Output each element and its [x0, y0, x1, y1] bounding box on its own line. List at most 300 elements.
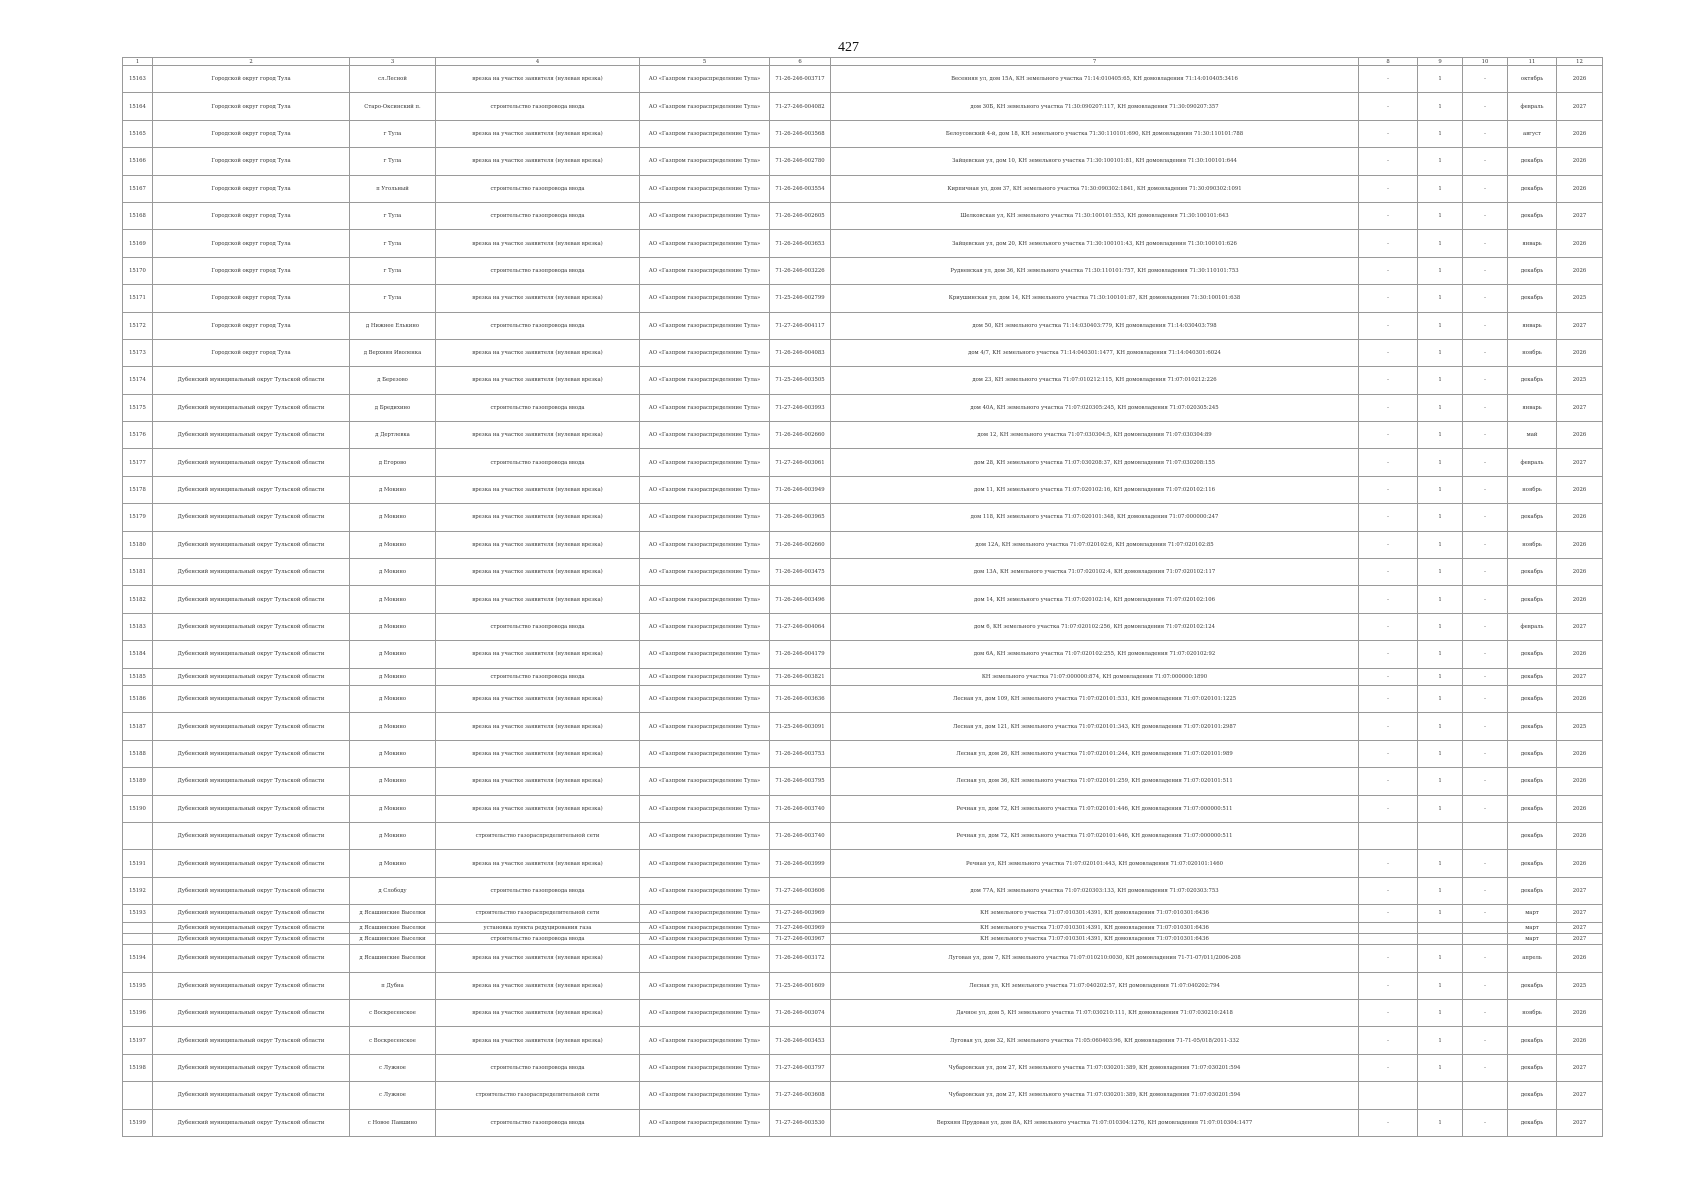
- address-cadastral-cell: дом 77А, КН земельного участка 71:07:020303:133, КН домовладения 71:07:020303:753: [831, 877, 1359, 904]
- month-cell: декабрь: [1508, 713, 1557, 740]
- application-number-cell: 71-27-246-003530: [770, 1109, 831, 1136]
- settlement-cell: д Ясашинские Выселки: [350, 922, 436, 933]
- quantity-cell: 1: [1418, 230, 1463, 257]
- table-row: [123, 668, 1603, 685]
- quantity-cell: 1: [1418, 120, 1463, 147]
- col-8-cell: -: [1359, 312, 1418, 339]
- col-8-cell: -: [1359, 1109, 1418, 1136]
- row-number-cell: 15174: [123, 367, 153, 394]
- operator-cell: АО «Газпром газораспределение Тула»: [640, 850, 770, 877]
- table-row: [123, 367, 1603, 394]
- col-8-cell: -: [1359, 504, 1418, 531]
- col-10-cell: -: [1463, 422, 1508, 449]
- table-row: [123, 1109, 1603, 1136]
- settlement-cell: д Мокино: [350, 586, 436, 613]
- quantity-cell: [1418, 933, 1463, 944]
- operator-cell: АО «Газпром газораспределение Тула»: [640, 120, 770, 147]
- month-cell: декабрь: [1508, 740, 1557, 767]
- quantity-cell: 1: [1418, 339, 1463, 366]
- row-number-cell: 15188: [123, 740, 153, 767]
- application-number-cell: 71-26-246-002660: [770, 531, 831, 558]
- work-type-cell: врезка на участке заявителя (нулевая врезка): [436, 504, 640, 531]
- col-10-cell: -: [1463, 312, 1508, 339]
- quantity-cell: 1: [1418, 668, 1463, 685]
- col-10-cell: -: [1463, 586, 1508, 613]
- column-header: 1: [123, 58, 153, 66]
- col-8-cell: -: [1359, 850, 1418, 877]
- municipality-cell: Дубенский муниципальный округ Тульской области: [153, 586, 350, 613]
- col-10-cell: -: [1463, 93, 1508, 120]
- operator-cell: АО «Газпром газораспределение Тула»: [640, 972, 770, 999]
- work-type-cell: врезка на участке заявителя (нулевая врезка): [436, 148, 640, 175]
- month-cell: январь: [1508, 230, 1557, 257]
- municipality-cell: Городской округ город Тула: [153, 285, 350, 312]
- operator-cell: АО «Газпром газораспределение Тула»: [640, 768, 770, 795]
- row-number-cell: [123, 922, 153, 933]
- column-header: 6: [770, 58, 831, 66]
- address-cadastral-cell: дом 23, КН земельного участка 71:07:010212:115, КН домовладения 71:07:010212:226: [831, 367, 1359, 394]
- year-cell: 2027: [1557, 1109, 1603, 1136]
- year-cell: 2026: [1557, 148, 1603, 175]
- address-cadastral-cell: дом 13А, КН земельного участка 71:07:020102:4, КН домовладения 71:07:020102:117: [831, 559, 1359, 586]
- work-type-cell: строительство газораспределительной сети: [436, 822, 640, 849]
- col-8-cell: -: [1359, 175, 1418, 202]
- table-row: [123, 850, 1603, 877]
- col-8-cell: -: [1359, 559, 1418, 586]
- work-type-cell: строительство газопровода ввода: [436, 1054, 640, 1081]
- col-8-cell: -: [1359, 257, 1418, 284]
- table-row: [123, 713, 1603, 740]
- row-number-cell: 15194: [123, 945, 153, 972]
- address-cadastral-cell: дом 11, КН земельного участка 71:07:020102:16, КН домовладения 71:07:020102:116: [831, 476, 1359, 503]
- month-cell: март: [1508, 905, 1557, 922]
- quantity-cell: 1: [1418, 285, 1463, 312]
- quantity-cell: 1: [1418, 685, 1463, 712]
- col-8-cell: -: [1359, 367, 1418, 394]
- operator-cell: АО «Газпром газораспределение Тула»: [640, 559, 770, 586]
- col-10-cell: -: [1463, 740, 1508, 767]
- row-number-cell: [123, 1082, 153, 1109]
- operator-cell: АО «Газпром газораспределение Тула»: [640, 922, 770, 933]
- year-cell: 2026: [1557, 230, 1603, 257]
- municipality-cell: Городской округ город Тула: [153, 148, 350, 175]
- month-cell: декабрь: [1508, 641, 1557, 668]
- month-cell: апрель: [1508, 945, 1557, 972]
- application-number-cell: 71-26-246-003636: [770, 685, 831, 712]
- work-type-cell: строительство газопровода ввода: [436, 1109, 640, 1136]
- col-10-cell: -: [1463, 1054, 1508, 1081]
- operator-cell: АО «Газпром газораспределение Тула»: [640, 339, 770, 366]
- year-cell: 2026: [1557, 795, 1603, 822]
- year-cell: 2025: [1557, 367, 1603, 394]
- quantity-cell: [1418, 922, 1463, 933]
- quantity-cell: 1: [1418, 1109, 1463, 1136]
- operator-cell: АО «Газпром газораспределение Тула»: [640, 367, 770, 394]
- column-header: 9: [1418, 58, 1463, 66]
- settlement-cell: д Мокино: [350, 559, 436, 586]
- col-8-cell: -: [1359, 972, 1418, 999]
- application-number-cell: 71-26-246-003453: [770, 1027, 831, 1054]
- table-row: [123, 93, 1603, 120]
- year-cell: 2026: [1557, 422, 1603, 449]
- municipality-cell: Дубенский муниципальный округ Тульской области: [153, 945, 350, 972]
- work-type-cell: врезка на участке заявителя (нулевая врезка): [436, 285, 640, 312]
- municipality-cell: Дубенский муниципальный округ Тульской области: [153, 795, 350, 822]
- operator-cell: АО «Газпром газораспределение Тула»: [640, 422, 770, 449]
- municipality-cell: Дубенский муниципальный округ Тульской области: [153, 613, 350, 640]
- col-8-cell: [1359, 822, 1418, 849]
- quantity-cell: 1: [1418, 312, 1463, 339]
- address-cadastral-cell: Рудневская ул, дом 36, КН земельного участка 71:30:110101:757, КН домовладения 71:30:110101:753: [831, 257, 1359, 284]
- address-cadastral-cell: Лесная ул, дом 36, КН земельного участка 71:07:020101:259, КН домовладения 71:07:020101:511: [831, 768, 1359, 795]
- application-number-cell: 71-25-246-003505: [770, 367, 831, 394]
- col-10-cell: -: [1463, 175, 1508, 202]
- row-number-cell: 15173: [123, 339, 153, 366]
- col-10-cell: -: [1463, 202, 1508, 229]
- month-cell: декабрь: [1508, 1109, 1557, 1136]
- row-number-cell: 15191: [123, 850, 153, 877]
- col-10-cell: -: [1463, 394, 1508, 421]
- application-number-cell: 71-27-246-003967: [770, 933, 831, 944]
- table-row: [123, 1082, 1603, 1109]
- row-number-cell: 15199: [123, 1109, 153, 1136]
- work-type-cell: строительство газопровода ввода: [436, 668, 640, 685]
- municipality-cell: Дубенский муниципальный округ Тульской области: [153, 504, 350, 531]
- work-type-cell: врезка на участке заявителя (нулевая врезка): [436, 422, 640, 449]
- quantity-cell: 1: [1418, 1027, 1463, 1054]
- col-10-cell: -: [1463, 230, 1508, 257]
- col-8-cell: -: [1359, 394, 1418, 421]
- col-10-cell: -: [1463, 257, 1508, 284]
- settlement-cell: д Мокино: [350, 850, 436, 877]
- year-cell: 2026: [1557, 685, 1603, 712]
- col-8-cell: -: [1359, 945, 1418, 972]
- col-10-cell: [1463, 922, 1508, 933]
- operator-cell: АО «Газпром газораспределение Тула»: [640, 285, 770, 312]
- col-8-cell: [1359, 933, 1418, 944]
- col-8-cell: -: [1359, 795, 1418, 822]
- settlement-cell: Старо-Оксинский п.: [350, 93, 436, 120]
- municipality-cell: Дубенский муниципальный округ Тульской области: [153, 668, 350, 685]
- year-cell: 2025: [1557, 285, 1603, 312]
- year-cell: 2026: [1557, 740, 1603, 767]
- quantity-cell: 1: [1418, 768, 1463, 795]
- quantity-cell: 1: [1418, 504, 1463, 531]
- settlement-cell: п Угольный: [350, 175, 436, 202]
- col-8-cell: -: [1359, 148, 1418, 175]
- year-cell: 2026: [1557, 175, 1603, 202]
- year-cell: 2026: [1557, 476, 1603, 503]
- row-number-cell: 15171: [123, 285, 153, 312]
- col-8-cell: -: [1359, 339, 1418, 366]
- col-8-cell: -: [1359, 641, 1418, 668]
- table-row: [123, 1000, 1603, 1027]
- address-cadastral-cell: Кирпичная ул, дом 37, КН земельного участка 71:30:090302:1841, КН домовладения 71:30:090302:1091: [831, 175, 1359, 202]
- settlement-cell: сл.Лесной: [350, 66, 436, 93]
- col-8-cell: -: [1359, 713, 1418, 740]
- municipality-cell: Дубенский муниципальный округ Тульской области: [153, 1054, 350, 1081]
- col-10-cell: -: [1463, 850, 1508, 877]
- year-cell: 2027: [1557, 93, 1603, 120]
- application-number-cell: 71-25-246-002799: [770, 285, 831, 312]
- operator-cell: АО «Газпром газораспределение Тула»: [640, 685, 770, 712]
- address-cadastral-cell: Дачное ул, дом 5, КН земельного участка 71:07:030210:111, КН домовладения 71:07:030210:2418: [831, 1000, 1359, 1027]
- application-number-cell: 71-26-246-003740: [770, 795, 831, 822]
- settlement-cell: г Тула: [350, 285, 436, 312]
- table-row: [123, 905, 1603, 922]
- year-cell: 2025: [1557, 972, 1603, 999]
- settlement-cell: д Мокино: [350, 740, 436, 767]
- operator-cell: АО «Газпром газораспределение Тула»: [640, 312, 770, 339]
- municipality-cell: Дубенский муниципальный округ Тульской области: [153, 685, 350, 712]
- operator-cell: АО «Газпром газораспределение Тула»: [640, 586, 770, 613]
- row-number-cell: 15164: [123, 93, 153, 120]
- row-number-cell: 15193: [123, 905, 153, 922]
- table-row: [123, 922, 1603, 933]
- table-row: [123, 148, 1603, 175]
- year-cell: 2027: [1557, 1082, 1603, 1109]
- work-type-cell: врезка на участке заявителя (нулевая врезка): [436, 66, 640, 93]
- address-cadastral-cell: дом 12А, КН земельного участка 71:07:020102:6, КН домовладения 71:07:020102:85: [831, 531, 1359, 558]
- col-10-cell: -: [1463, 285, 1508, 312]
- year-cell: 2027: [1557, 877, 1603, 904]
- row-number-cell: 15198: [123, 1054, 153, 1081]
- month-cell: декабрь: [1508, 877, 1557, 904]
- col-10-cell: -: [1463, 945, 1508, 972]
- col-10-cell: -: [1463, 641, 1508, 668]
- quantity-cell: 1: [1418, 586, 1463, 613]
- operator-cell: АО «Газпром газораспределение Тула»: [640, 66, 770, 93]
- quantity-cell: 1: [1418, 877, 1463, 904]
- application-number-cell: 71-26-246-003554: [770, 175, 831, 202]
- work-type-cell: врезка на участке заявителя (нулевая врезка): [436, 850, 640, 877]
- column-header: 11: [1508, 58, 1557, 66]
- municipality-cell: Дубенский муниципальный округ Тульской области: [153, 768, 350, 795]
- address-cadastral-cell: дом 6, КН земельного участка 71:07:020102:256, КН домовладения 71:07:020102:124: [831, 613, 1359, 640]
- operator-cell: АО «Газпром газораспределение Тула»: [640, 668, 770, 685]
- year-cell: 2025: [1557, 713, 1603, 740]
- year-cell: 2026: [1557, 1027, 1603, 1054]
- address-cadastral-cell: дом 118, КН земельного участка 71:07:020101:348, КН домовладения 71:07:000000:247: [831, 504, 1359, 531]
- settlement-cell: д Мокино: [350, 476, 436, 503]
- col-10-cell: -: [1463, 668, 1508, 685]
- settlement-cell: д Слободу: [350, 877, 436, 904]
- settlement-cell: д Бредихино: [350, 394, 436, 421]
- municipality-cell: Городской округ город Тула: [153, 339, 350, 366]
- address-cadastral-cell: Речная ул, КН земельного участка 71:07:020101:443, КН домовладения 71:07:020101:1460: [831, 850, 1359, 877]
- month-cell: декабрь: [1508, 768, 1557, 795]
- work-type-cell: врезка на участке заявителя (нулевая врезка): [436, 1000, 640, 1027]
- settlement-cell: д Мокино: [350, 613, 436, 640]
- settlement-cell: д Егорово: [350, 449, 436, 476]
- application-number-cell: 71-25-246-003091: [770, 713, 831, 740]
- col-8-cell: -: [1359, 230, 1418, 257]
- table-row: [123, 312, 1603, 339]
- column-header: 4: [436, 58, 640, 66]
- quantity-cell: 1: [1418, 1054, 1463, 1081]
- table-row: [123, 175, 1603, 202]
- municipality-cell: Городской округ город Тула: [153, 93, 350, 120]
- application-number-cell: 71-26-246-003949: [770, 476, 831, 503]
- month-cell: декабрь: [1508, 367, 1557, 394]
- table-row: [123, 740, 1603, 767]
- col-10-cell: -: [1463, 768, 1508, 795]
- settlement-cell: г Тула: [350, 148, 436, 175]
- col-10-cell: -: [1463, 148, 1508, 175]
- month-cell: ноябрь: [1508, 339, 1557, 366]
- quantity-cell: 1: [1418, 257, 1463, 284]
- application-number-cell: 71-26-246-002605: [770, 202, 831, 229]
- municipality-cell: Дубенский муниципальный округ Тульской области: [153, 394, 350, 421]
- operator-cell: АО «Газпром газораспределение Тула»: [640, 1109, 770, 1136]
- table-row: [123, 613, 1603, 640]
- work-type-cell: строительство газопровода ввода: [436, 877, 640, 904]
- col-8-cell: -: [1359, 449, 1418, 476]
- col-10-cell: -: [1463, 367, 1508, 394]
- table-row: [123, 230, 1603, 257]
- work-type-cell: врезка на участке заявителя (нулевая врезка): [436, 120, 640, 147]
- row-number-cell: 15168: [123, 202, 153, 229]
- address-cadastral-cell: дом 30Б, КН земельного участка 71:30:090207:117, КН домовладения 71:30:090207:357: [831, 93, 1359, 120]
- quantity-cell: 1: [1418, 1000, 1463, 1027]
- work-type-cell: врезка на участке заявителя (нулевая врезка): [436, 768, 640, 795]
- col-8-cell: -: [1359, 613, 1418, 640]
- year-cell: 2026: [1557, 850, 1603, 877]
- col-8-cell: -: [1359, 1054, 1418, 1081]
- address-cadastral-cell: дом 50, КН земельного участка 71:14:030403:779, КН домовладения 71:14:030403:798: [831, 312, 1359, 339]
- quantity-cell: 1: [1418, 422, 1463, 449]
- work-type-cell: строительство газопровода ввода: [436, 312, 640, 339]
- month-cell: октябрь: [1508, 66, 1557, 93]
- header-row: [123, 58, 1603, 66]
- municipality-cell: Городской округ город Тула: [153, 312, 350, 339]
- row-number-cell: 15165: [123, 120, 153, 147]
- work-type-cell: врезка на участке заявителя (нулевая врезка): [436, 559, 640, 586]
- application-number-cell: 71-26-246-003821: [770, 668, 831, 685]
- address-cadastral-cell: Белоусовский 4-й, дом 18, КН земельного участка 71:30:110101:690, КН домовладения 71:30:110101:788: [831, 120, 1359, 147]
- col-8-cell: -: [1359, 93, 1418, 120]
- address-cadastral-cell: Луговая ул, дом 7, КН земельного участка 71:07:010210:0030, КН домовладения 71-71-07/011/2006-208: [831, 945, 1359, 972]
- quantity-cell: 1: [1418, 972, 1463, 999]
- operator-cell: АО «Газпром газораспределение Тула»: [640, 822, 770, 849]
- work-type-cell: строительство газопровода ввода: [436, 933, 640, 944]
- settlement-cell: д Ясашинские Выселки: [350, 945, 436, 972]
- municipality-cell: Городской округ город Тула: [153, 66, 350, 93]
- table-row: [123, 285, 1603, 312]
- year-cell: 2027: [1557, 668, 1603, 685]
- settlement-cell: п Дубна: [350, 972, 436, 999]
- work-type-cell: врезка на участке заявителя (нулевая врезка): [436, 713, 640, 740]
- operator-cell: АО «Газпром газораспределение Тула»: [640, 945, 770, 972]
- operator-cell: АО «Газпром газораспределение Тула»: [640, 933, 770, 944]
- address-cadastral-cell: Верхняя Прудовая ул, дом 8А, КН земельного участка 71:07:010304:1276, КН домовладения 71:07:010304:1477: [831, 1109, 1359, 1136]
- settlement-cell: д Мокино: [350, 795, 436, 822]
- row-number-cell: 15180: [123, 531, 153, 558]
- operator-cell: АО «Газпром газораспределение Тула»: [640, 93, 770, 120]
- month-cell: ноябрь: [1508, 1000, 1557, 1027]
- operator-cell: АО «Газпром газораспределение Тула»: [640, 877, 770, 904]
- application-number-cell: 71-26-246-003740: [770, 822, 831, 849]
- application-number-cell: 71-27-246-004082: [770, 93, 831, 120]
- address-cadastral-cell: дом 6А, КН земельного участка 71:07:020102:255, КН домовладения 71:07:020102:92: [831, 641, 1359, 668]
- operator-cell: АО «Газпром газораспределение Тула»: [640, 476, 770, 503]
- year-cell: 2026: [1557, 641, 1603, 668]
- col-8-cell: -: [1359, 740, 1418, 767]
- table-row: [123, 586, 1603, 613]
- municipality-cell: Дубенский муниципальный округ Тульской области: [153, 641, 350, 668]
- address-cadastral-cell: Лесная ул, дом 121, КН земельного участка 71:07:020101:343, КН домовладения 71:07:020101:2987: [831, 713, 1359, 740]
- table-row: [123, 531, 1603, 558]
- settlement-cell: д Мокино: [350, 685, 436, 712]
- quantity-cell: 1: [1418, 740, 1463, 767]
- col-8-cell: -: [1359, 476, 1418, 503]
- quantity-cell: 1: [1418, 531, 1463, 558]
- settlement-cell: д Мокино: [350, 531, 436, 558]
- work-type-cell: строительство газопровода ввода: [436, 202, 640, 229]
- operator-cell: АО «Газпром газораспределение Тула»: [640, 795, 770, 822]
- municipality-cell: Дубенский муниципальный округ Тульской области: [153, 1082, 350, 1109]
- operator-cell: АО «Газпром газораспределение Тула»: [640, 1054, 770, 1081]
- year-cell: 2027: [1557, 449, 1603, 476]
- work-type-cell: врезка на участке заявителя (нулевая врезка): [436, 945, 640, 972]
- settlement-cell: г Тула: [350, 120, 436, 147]
- row-number-cell: 15183: [123, 613, 153, 640]
- year-cell: 2026: [1557, 504, 1603, 531]
- application-number-cell: 71-27-246-003797: [770, 1054, 831, 1081]
- address-cadastral-cell: Лесная ул, дом 26, КН земельного участка 71:07:020101:244, КН домовладения 71:07:020101:989: [831, 740, 1359, 767]
- row-number-cell: 15176: [123, 422, 153, 449]
- col-8-cell: -: [1359, 685, 1418, 712]
- municipality-cell: Дубенский муниципальный округ Тульской области: [153, 476, 350, 503]
- col-10-cell: -: [1463, 613, 1508, 640]
- quantity-cell: 1: [1418, 394, 1463, 421]
- work-type-cell: врезка на участке заявителя (нулевая врезка): [436, 586, 640, 613]
- row-number-cell: 15186: [123, 685, 153, 712]
- year-cell: 2027: [1557, 613, 1603, 640]
- year-cell: 2027: [1557, 1054, 1603, 1081]
- table-row: [123, 795, 1603, 822]
- application-number-cell: 71-26-246-003074: [770, 1000, 831, 1027]
- year-cell: 2027: [1557, 312, 1603, 339]
- work-type-cell: строительство газопровода ввода: [436, 175, 640, 202]
- operator-cell: АО «Газпром газораспределение Тула»: [640, 905, 770, 922]
- col-8-cell: -: [1359, 1000, 1418, 1027]
- row-number-cell: 15182: [123, 586, 153, 613]
- col-10-cell: -: [1463, 877, 1508, 904]
- quantity-cell: 1: [1418, 175, 1463, 202]
- col-10-cell: -: [1463, 713, 1508, 740]
- row-number-cell: 15163: [123, 66, 153, 93]
- application-number-cell: 71-26-246-003496: [770, 586, 831, 613]
- settlement-cell: д Березово: [350, 367, 436, 394]
- table-row: [123, 877, 1603, 904]
- col-8-cell: -: [1359, 531, 1418, 558]
- month-cell: декабрь: [1508, 257, 1557, 284]
- column-header: 5: [640, 58, 770, 66]
- work-type-cell: врезка на участке заявителя (нулевая врезка): [436, 1027, 640, 1054]
- operator-cell: АО «Газпром газораспределение Тула»: [640, 394, 770, 421]
- table-row: [123, 449, 1603, 476]
- address-cadastral-cell: КН земельного участка 71:07:000000:874, КН домовладения 71:07:000000:1890: [831, 668, 1359, 685]
- col-10-cell: -: [1463, 531, 1508, 558]
- col-8-cell: -: [1359, 586, 1418, 613]
- work-type-cell: врезка на участке заявителя (нулевая врезка): [436, 685, 640, 712]
- register-body: [123, 66, 1603, 1137]
- col-10-cell: -: [1463, 972, 1508, 999]
- month-cell: декабрь: [1508, 1054, 1557, 1081]
- column-header: 10: [1463, 58, 1508, 66]
- operator-cell: АО «Газпром газораспределение Тула»: [640, 202, 770, 229]
